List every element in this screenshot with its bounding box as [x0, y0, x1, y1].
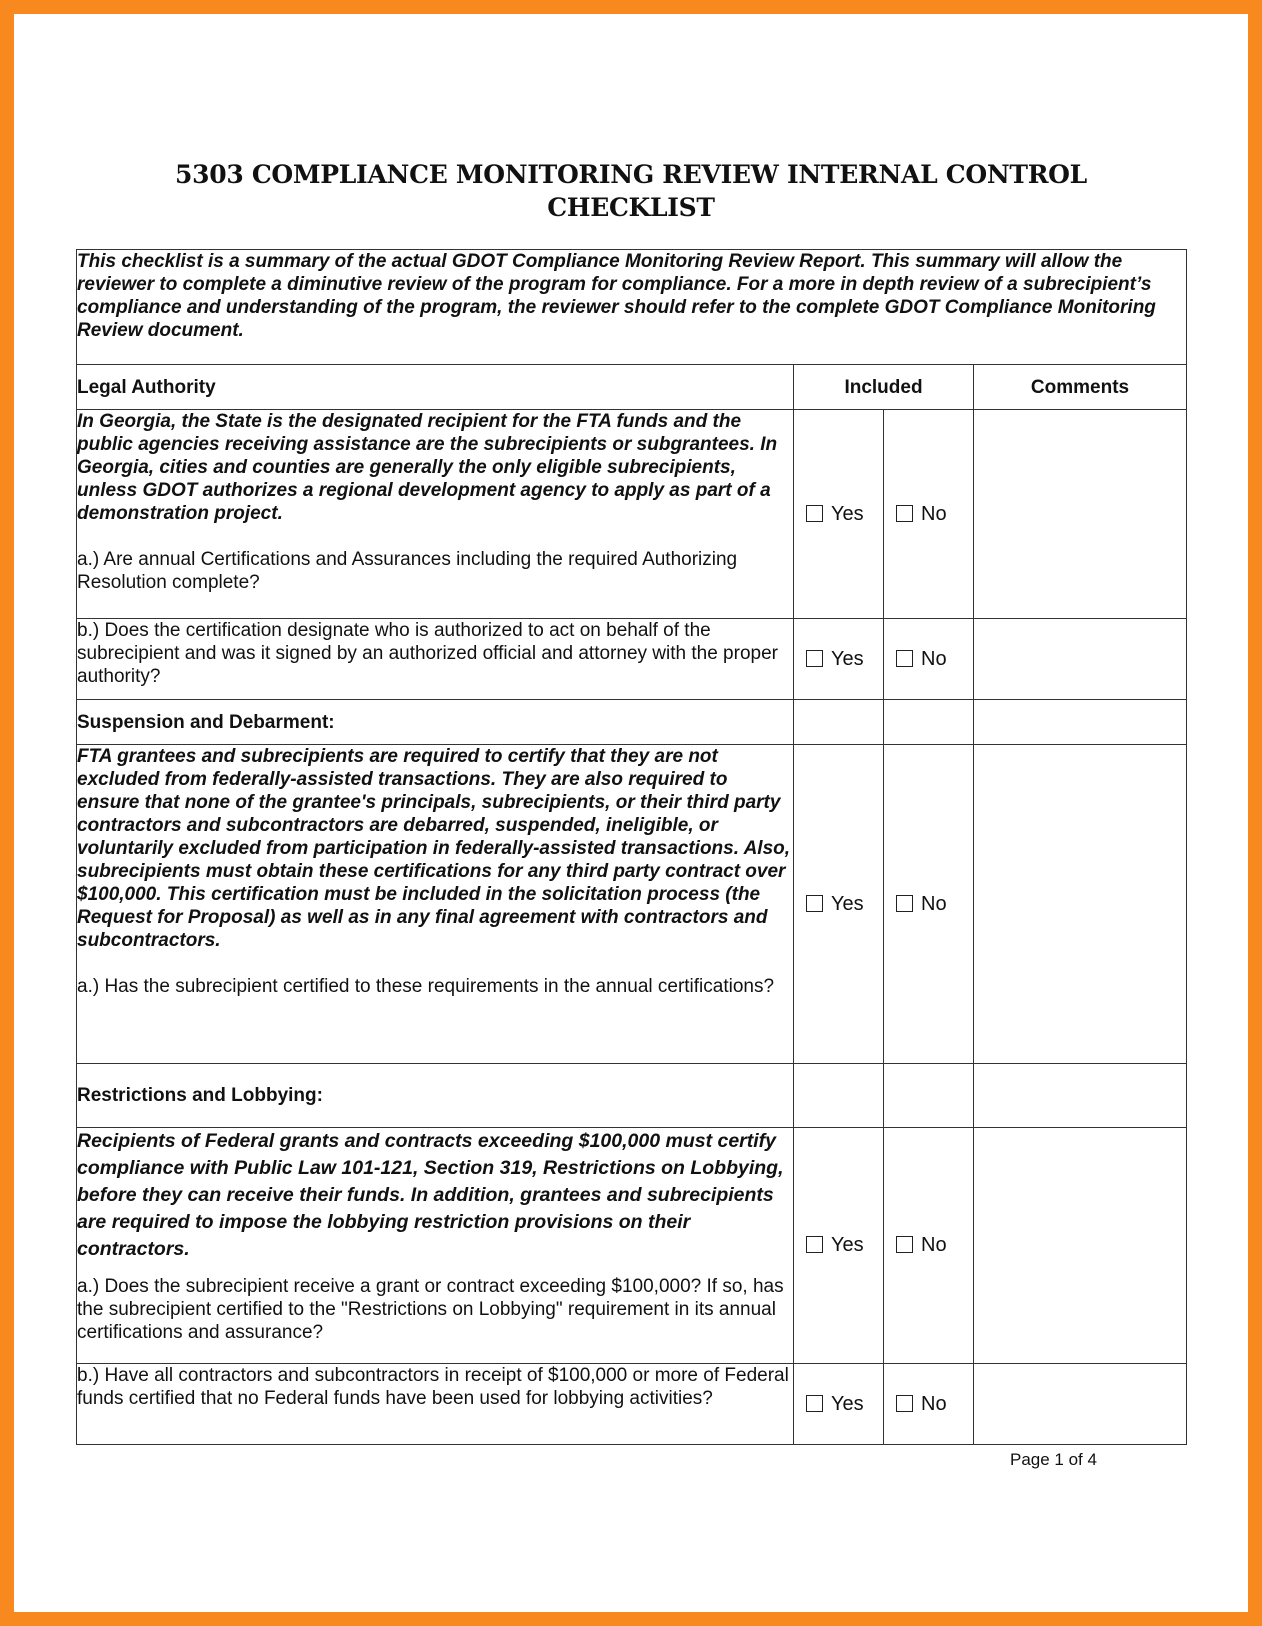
question-cell [77, 410, 794, 619]
header-legal-authority: Legal Authority [77, 365, 794, 410]
intro-row [77, 250, 1187, 365]
table-row [77, 1364, 1187, 1445]
section-heading-suspension: Suspension and Debarment: [77, 700, 794, 745]
suspension-question-a: a.) Has the subrecipient certified to these requirements in the annual certifications? [77, 976, 775, 997]
checkbox-icon[interactable] [896, 1236, 913, 1253]
question-cell [77, 1128, 794, 1364]
no-option[interactable]: No [884, 619, 974, 700]
comments-cell[interactable] [974, 1364, 1187, 1445]
header-included: Included [794, 365, 974, 410]
restrictions-description: Recipients of Federal grants and contracts exceeding $100,000 must certify compliance with Public Law 101-121, Section 319, Restrictions on Lobbying, before they can receive their funds. In addition, grantees and subrecipients are required to impose the lobbying restriction provisions on their contractors. [77, 1130, 784, 1260]
page-number: Page 1 of 4 [1010, 1450, 1097, 1469]
legal-question-a: a.) Are annual Certifications and Assurances including the required Authorizing Resolution complete? [77, 549, 738, 593]
legal-description: In Georgia, the State is the designated recipient for the FTA funds and the public agencies receiving assistance are the subrecipients or subgrantees. In Georgia, cities and counties are generally the only eligible subrecipients, unless GDOT authorizes a regional development agency to apply as part of a demonstration project. [77, 411, 778, 524]
section-heading-restrictions: Restrictions and Lobbying: [77, 1064, 794, 1128]
yes-option[interactable]: Yes [794, 619, 884, 700]
legal-question-b: b.) Does the certification designate who is authorized to act on behalf of the subrecipient and was it signed by an authorized official and attorney with the proper authority? [77, 620, 778, 687]
checkbox-icon[interactable] [806, 1236, 823, 1253]
no-option[interactable]: No [884, 410, 974, 619]
restrictions-question-a: a.) Does the subrecipient receive a grant or contract exceeding $100,000? If so, has the subrecipient certified to the "Restrictions on Lobbying" requirement in its annual certifications and assurance? [77, 1276, 784, 1343]
comments-cell[interactable] [974, 1128, 1187, 1364]
checkbox-icon[interactable] [806, 650, 823, 667]
section-row [77, 1064, 1187, 1128]
yes-option[interactable]: Yes [794, 745, 884, 1064]
document-title [0, 158, 1262, 224]
title-line-1: 5303 COMPLIANCE MONITORING REVIEW INTERNAL CONTROL [175, 160, 1087, 189]
table-row [77, 410, 1187, 619]
question-cell [77, 619, 794, 700]
suspension-description: FTA grantees and subrecipients are required to certify that they are not excluded from federally-assisted transactions. They are also required to ensure that none of the grantee's principals, subrecipients, or their third party contractors and subcontractors are debarred, suspended, ineligible, or voluntarily excluded from participation in federally-assisted transactions. Also, subrecipients must obtain these certifications for any third party contract over $100,000. This certification must be included in the solicitation process (the Request for Proposal) as well as in any final agreement with contractors and subcontractors. [77, 746, 791, 951]
checkbox-icon[interactable] [806, 505, 823, 522]
question-cell [77, 745, 794, 1064]
table-row [77, 1128, 1187, 1364]
intro-text: This checklist is a summary of the actual GDOT Compliance Monitoring Review Report. This summary will allow the reviewer to complete a diminutive review of the program for compliance. For a more in depth review of a subrecipient’s compliance and understanding of the program, the reviewer should refer to the complete GDOT Compliance Monitoring Review document. [77, 250, 1187, 365]
comments-cell[interactable] [974, 619, 1187, 700]
question-cell [77, 1364, 794, 1445]
table-row [77, 619, 1187, 700]
checkbox-icon[interactable] [896, 895, 913, 912]
yes-option[interactable]: Yes [794, 1128, 884, 1364]
checklist-table [76, 249, 1187, 1445]
checkbox-icon[interactable] [896, 650, 913, 667]
checkbox-icon[interactable] [896, 505, 913, 522]
header-comments: Comments [974, 365, 1187, 410]
no-option[interactable]: No [884, 1128, 974, 1364]
comments-cell[interactable] [974, 410, 1187, 619]
yes-option[interactable]: Yes [794, 1364, 884, 1445]
restrictions-question-b: b.) Have all contractors and subcontractors in receipt of $100,000 or more of Federal funds certified that no Federal funds have been used for lobbying activities? [77, 1365, 789, 1409]
checkbox-icon[interactable] [896, 1395, 913, 1412]
comments-cell[interactable] [974, 745, 1187, 1064]
checkbox-icon[interactable] [806, 1395, 823, 1412]
table-row [77, 745, 1187, 1064]
title-line-2: CHECKLIST [547, 193, 715, 222]
checkbox-icon[interactable] [806, 895, 823, 912]
no-option[interactable]: No [884, 1364, 974, 1445]
section-row [77, 700, 1187, 745]
yes-option[interactable]: Yes [794, 410, 884, 619]
no-option[interactable]: No [884, 745, 974, 1064]
header-row [77, 365, 1187, 410]
